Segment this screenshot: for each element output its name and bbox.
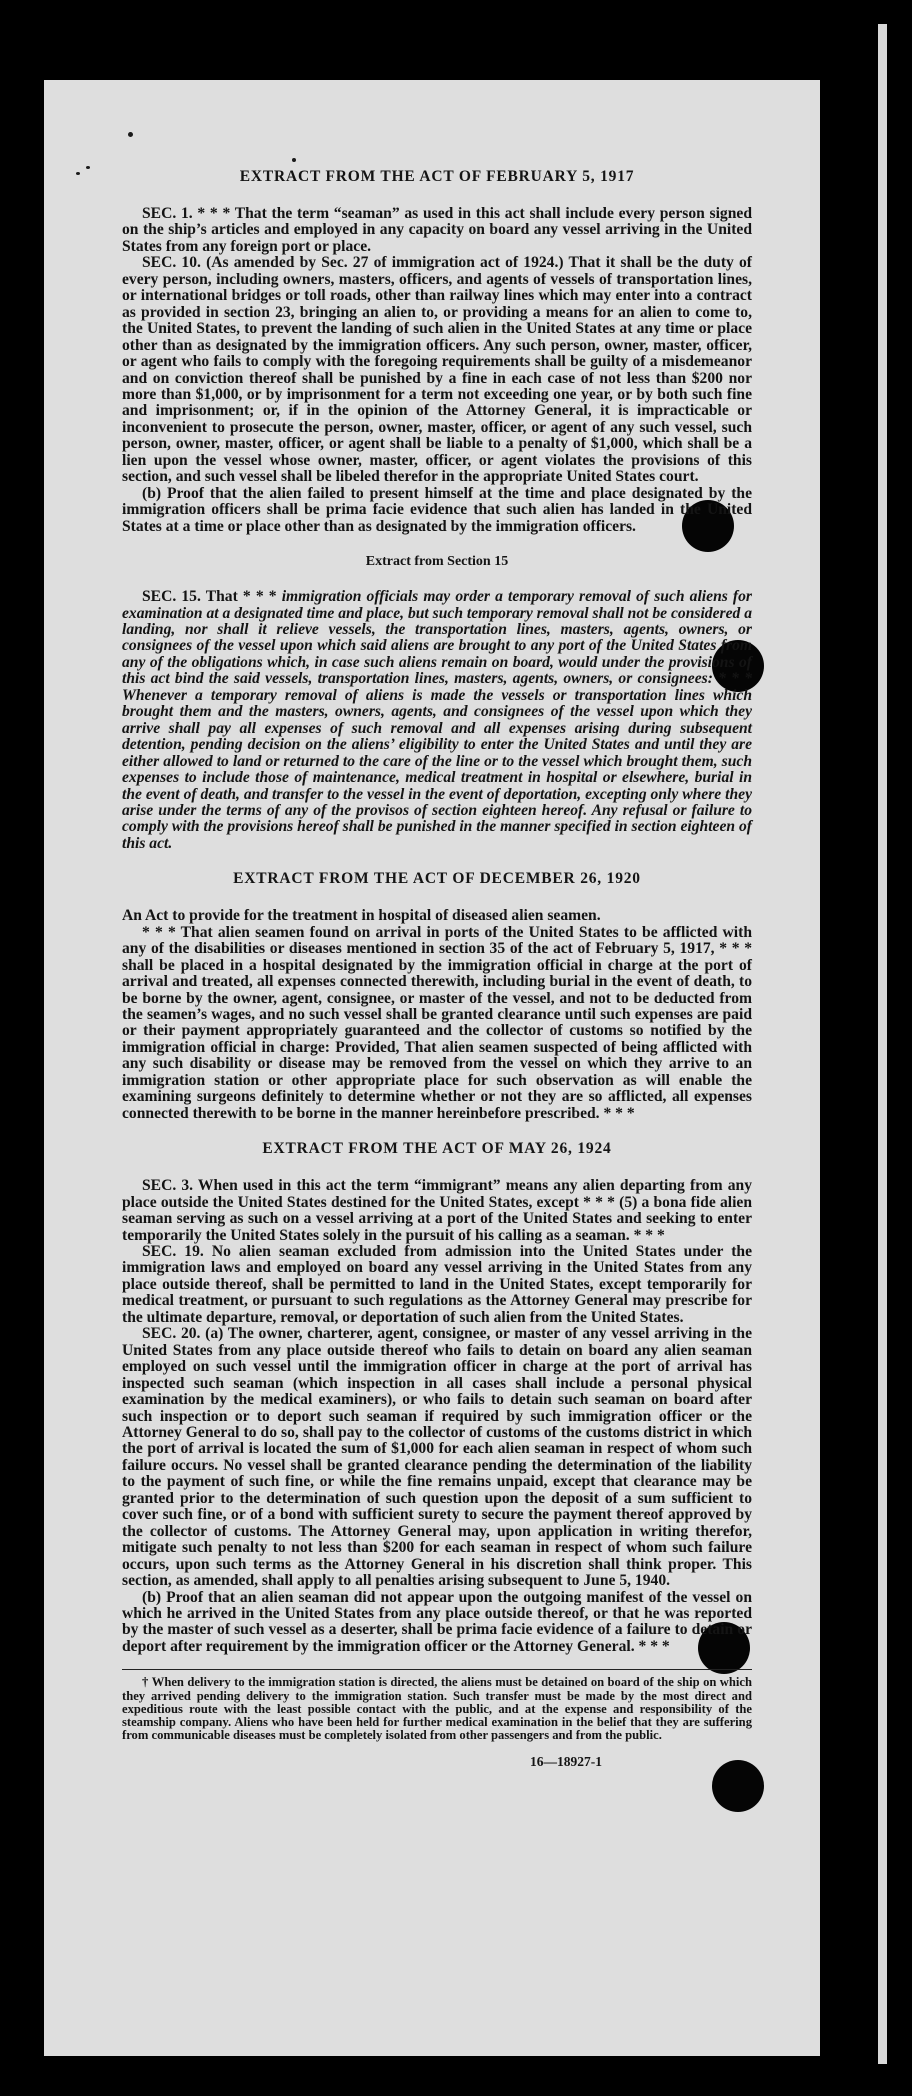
section-heading-1920: EXTRACT FROM THE ACT OF DECEMBER 26, 1920: [233, 870, 641, 888]
ink-speck: [128, 132, 133, 137]
paragraph-sec-20-a: SEC. 20. (a) The owner, charterer, agent, consignee, or master of any vessel arriving in the United States from any place outside thereof who fails to detain on board any alien seaman employed on such vessel until the immigration officer in charge at the port of arrival has inspected such seaman (which inspection in all cases shall include a personal physical examination by the medical examiners), or who fails to detain such seaman on board after such inspection or to deport such seaman if required by such immigration officer or the Attorney General to do so, shall pay to the collector of customs of the customs district in which the port of arrival is located the sum of $1,000 for each alien seaman in respect of whom such failure occurs. No vessel shall be granted clearance pending the determination of the liability to the payment of such fine, or while the fine remains unpaid, except that clearance may be granted prior to the determination of such question upon the deposit of a sum sufficient to cover such fine, or of a bond with sufficient surety to secure the payment thereof approved by the collector of customs. The Attorney General may, upon application in writing therefor, mitigate such penalty to not less than $200 for each seaman in respect of whom such failure occurs, upon such terms as the Attorney General in his discretion shall think proper. This section, as amended, shall apply to all penalties arising subsequent to June 5, 1940.: [122, 1325, 752, 1590]
ink-speck: [292, 158, 296, 162]
paragraph-sec-10-b: (b) Proof that the alien failed to present himself at the time and place designated by the immigration officers shall be prima facie evidence that such alien has landed in the United States at a time or place other than as designated by the immigration officers.: [122, 484, 752, 535]
sec-15-lead: SEC. 15. That * * *: [142, 588, 277, 606]
footnote: † When delivery to the immigration station is directed, the aliens must be detained on board of the ship on which they arrived pending delivery to the immigration station. Such transfer must be made by the most direct and expeditious route with the least possible contact with the public, and at the expense and responsibility of the steamship company. Aliens who have been held for further medical examination in the belief that they are suffering from communicable diseases must be completely isolated from other passengers and from the public.: [122, 1675, 752, 1743]
document-body: [122, 168, 752, 1771]
paragraph-act-title-1920: An Act to provide for the treatment in hospital of diseased alien seamen.: [122, 907, 601, 925]
paragraph-sec-15: [122, 589, 752, 852]
paragraph-sec-3: SEC. 3. When used in this act the term “immigrant” means any alien departing from any place outside the United States destined for the United States, except * * * (5) a bona fide alien seaman serving as such on a vessel arriving at a port of the United States and seeking to enter temporarily the United States solely in the pursuit of his calling as a seaman. * * *: [122, 1177, 752, 1244]
subheading-section-15: Extract from Section 15: [365, 554, 509, 570]
paragraph-hospital-treatment: * * * That alien seamen found on arrival in ports of the United States to be afflicted with any of the disabilities or diseases mentioned in section 35 of the act of February 5, 1917, * * * shall be placed in a hospital designated by the immigration official in charge at the port of arrival and treated, all expenses connected therewith, including burial in the event of death, to be borne by the owner, agent, consignee, or master of the vessel, and not to be deducted from the seamen’s wages, and no such vessel shall be granted clearance until such expenses are paid or their payment appropriately guaranteed and the collector of customs so notified by the immigration official in charge: Provided, That alien seamen suspected of being afflicted with any such disability or disease may be removed from the vessel on which they arrive to an immigration station or other appropriate place for such observation as will enable the examining surgeons definitely to determine whether or not they are so afflicted, all expenses connected therewith to be borne in the manner hereinbefore prescribed. * * *: [122, 923, 752, 1122]
sec-15-italic-text: immigration officials may order a temporary removal of such aliens for examination at a designated time and place, but such temporary removal shall not be considered a landing, nor shall it relieve vessels, the transportation lines, masters, agents, owners, or consignees of the vessel upon which said aliens are brought to any port of the United States from any of the obligations which, in case such aliens remain on board, would under the provisions of this act bind the said vessels, transportation lines, masters, agents, owners, or consignees: * * * Whenever a temporary removal of aliens is made the vessels or transportation lines which brought them and the masters, owners, agents, and consignees of the vessel upon which they arrive shall pay all expenses of such removal and all expenses arising during subsequent detention, pending decision on the aliens’ eligibility to enter the United States and until they are either allowed to land or returned to the care of the line or to the vessel which brought them, such expenses to include those of maintenance, medical treatment in hospital or elsewhere, burial in the event of death, and transfer to the vessel in the event of deportation, excepting only where they arise under the terms of any of the provisos of section eighteen hereof. Any refusal or failure to comply with the provisions hereof shall be punished in the manner specified in section eighteen of this act.: [122, 588, 752, 852]
document-page: [44, 80, 820, 2056]
footnote-divider: [122, 1669, 752, 1670]
ink-speck: [76, 172, 80, 175]
adjacent-page-edge: [878, 24, 887, 2064]
ink-speck: [86, 166, 90, 169]
paragraph-sec-20-b: (b) Proof that an alien seaman did not appear upon the outgoing manifest of the vessel on which he arrived in the United States from any place outside thereof, or that he was reported by the master of such vessel as a deserter, shall be prima facie evidence of a failure to detain or deport after requirement by the immigration officer or the Attorney General. * * *: [122, 1588, 752, 1655]
form-code: 16—18927-1: [530, 1754, 602, 1770]
paragraph-sec-1: SEC. 1. * * * That the term “seaman” as used in this act shall include every person signed on the ship’s articles and employed in any capacity on board any vessel arriving in the United States from any foreign port or place.: [122, 205, 752, 255]
paragraph-sec-10: SEC. 10. (As amended by Sec. 27 of immigration act of 1924.) That it shall be the duty of every person, including owners, masters, officers, and agents of vessels of transportation lines, or international bridges or toll roads, other than railway lines which may enter into a contract as provided in section 23, bringing an alien to, or providing a means for an alien to come to, the United States, to prevent the landing of such alien in the United States at any time or place other than as designated by the immigration officers. Any such person, owner, master, officer, or agent who fails to comply with the foregoing requirements shall be guilty of a misdemeanor and on conviction thereof shall be punished by a fine in each case of not less than $200 nor more than $1,000, or by imprisonment for a term not exceeding one year, or by both such fine and imprisonment; or, if in the opinion of the Attorney General, it is impracticable or inconvenient to prosecute the person, owner, master, officer, or agent of any such vessel, such person, owner, master, officer, or agent shall be liable to a penalty of $1,000, which shall be a lien upon the vessel whose owner, master, officer, or agent violates the provisions of this section, and such vessel shall be libeled therefor in the appropriate United States court.: [122, 254, 752, 486]
section-heading-1917: EXTRACT FROM THE ACT OF FEBRUARY 5, 1917: [239, 168, 635, 185]
section-heading-1924: EXTRACT FROM THE ACT OF MAY 26, 1924: [262, 1140, 612, 1158]
paragraph-sec-19: SEC. 19. No alien seaman excluded from admission into the United States under the immigration laws and employed on board any vessel arriving in the United States from any place outside thereof, shall be permitted to land in the United States, except temporarily for medical treatment, or pursuant to such regulations as the Attorney General may prescribe for the ultimate departure, removal, or deportation of such alien from the United States.: [122, 1243, 752, 1326]
